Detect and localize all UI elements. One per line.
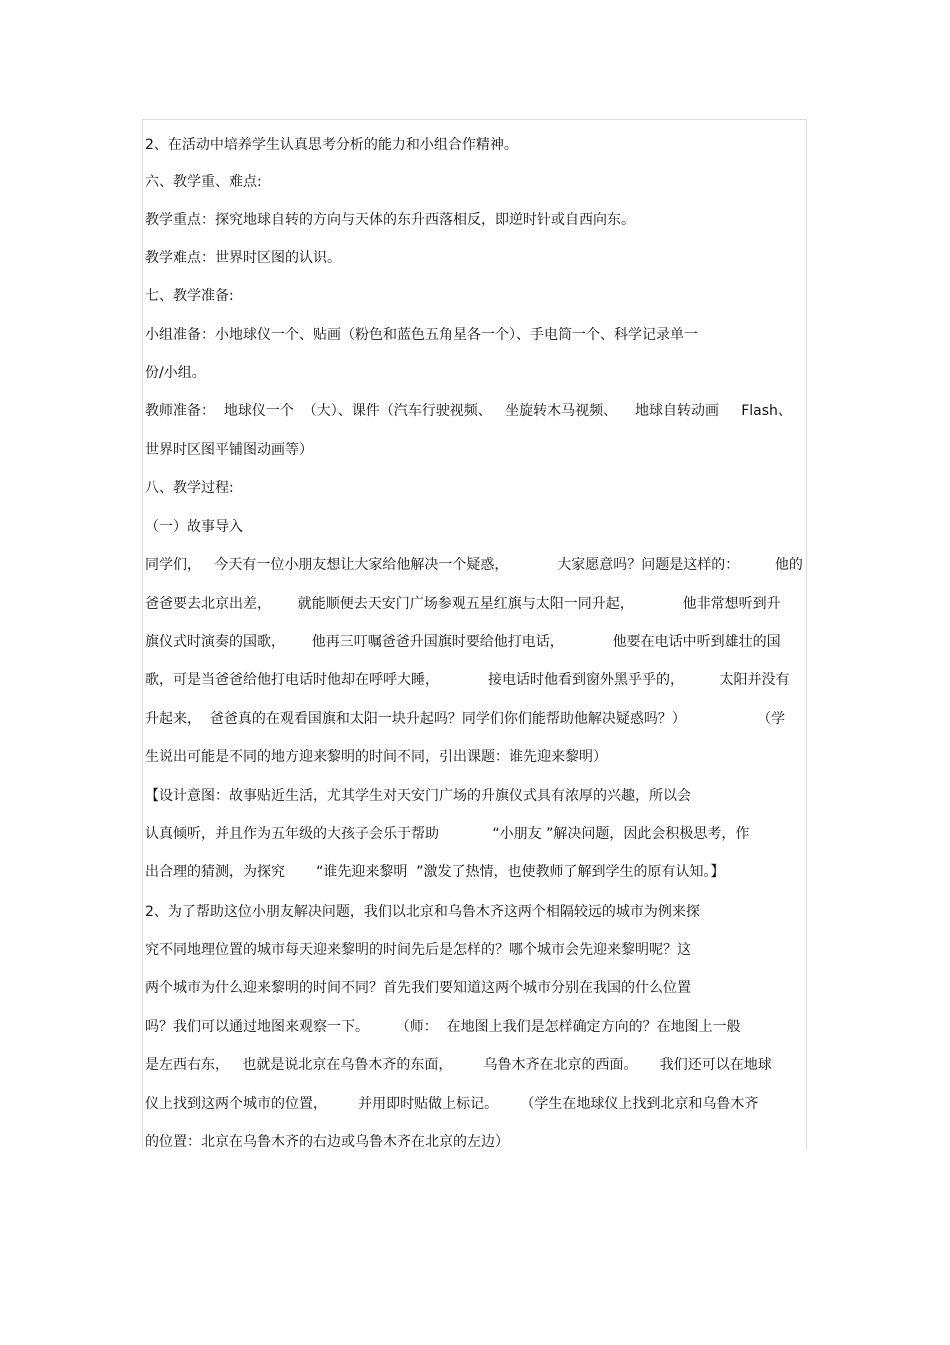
- text-line: （一）故事导入: [145, 519, 243, 535]
- text-line: 教学重点：探究地球自转的方向与天体的东升西落相反，即逆时针或自西向东。: [145, 212, 635, 228]
- text-line: 【设计意图：故事贴近生活，尤其学生对天安门广场的升旗仪式具有浓厚的兴趣，所以会: [145, 788, 691, 804]
- text-line: 两个城市为什么迎来黎明的时间不同？首先我们要知道这两个城市分别在我国的什么位置: [145, 980, 691, 996]
- text-line: 究不同地理位置的城市每天迎来黎明的时间先后是怎样的？哪个城市会先迎来黎明呢？这: [145, 942, 691, 958]
- text-line: 出合理的猜测，为探究 “谁先迎来黎明 ”激发了热情，也使教师了解到学生的原有认知。】: [145, 864, 725, 880]
- text-line: 世界时区图平铺图动画等）: [145, 442, 313, 458]
- text-line: 2、在活动中培养学生认真思考分析的能力和小组合作精神。: [145, 137, 518, 153]
- text-line: 歌，可是当爸爸给他打电话时他却在呼呼大睡， 接电话时他看到窗外黑乎乎的， 太阳并没有: [145, 672, 790, 688]
- text-line: 仪上找到这两个城市的位置， 并用即时贴做上标记。 （学生在地球仪上找到北京和乌鲁木齐: [145, 1096, 759, 1112]
- text-line: 吗？我们可以通过地图来观察一下。 （师： 在地图上我们是怎样确定方向的？在地图上一般: [145, 1019, 741, 1035]
- text-line: 份/小组。: [145, 365, 206, 381]
- text-line: 爸爸要去北京出差， 就能顺便去天安门广场参观五星红旗与太阳一同升起， 他非常想听到升: [145, 596, 781, 612]
- text-line: 教学难点：世界时区图的认识。: [145, 250, 341, 266]
- text-line: 认真倾听，并且作为五年级的大孩子会乐于帮助 “小朋友 ”解决问题，因此会积极思考，作: [145, 826, 750, 842]
- text-line: 同学们， 今天有一位小朋友想让大家给他解决一个疑惑， 大家愿意吗？问题是这样的： 他的: [145, 557, 803, 573]
- text-line: 生说出可能是不同的地方迎来黎明的时间不同，引出课题：谁先迎来黎明）: [145, 749, 607, 765]
- text-line: 是左西右东， 也就是说北京在乌鲁木齐的东面， 乌鲁木齐在北京的西面。 我们还可以在地球: [145, 1057, 772, 1073]
- text-line: 七、教学准备:: [145, 288, 234, 304]
- text-line: 旗仪式时演奏的国歌， 他再三叮嘱爸爸升国旗时要给他打电话， 他要在电话中听到雄壮的国: [145, 634, 781, 650]
- text-line: 2、为了帮助这位小朋友解决问题，我们以北京和乌鲁木齐这两个相隔较远的城市为例来探: [145, 904, 700, 920]
- text-line: 八、教学过程:: [145, 480, 234, 496]
- text-line: 升起来， 爸爸真的在观看国旗和太阳一块升起吗？同学们你们能帮助他解决疑惑吗？） （学: [145, 711, 786, 727]
- text-line: 六、教学重、难点:: [145, 174, 262, 190]
- text-line: 小组准备：小地球仪一个、贴画（粉色和蓝色五角星各一个）、手电筒一个、科学记录单一: [145, 327, 698, 343]
- text-line: 教师准备： 地球仪一个 （大）、课件（汽车行驶视频、 坐旋转木马视频、 地球自转动画 Flash、: [145, 403, 792, 419]
- text-line: 的位置：北京在乌鲁木齐的右边或乌鲁木齐在北京的左边）: [145, 1134, 509, 1150]
